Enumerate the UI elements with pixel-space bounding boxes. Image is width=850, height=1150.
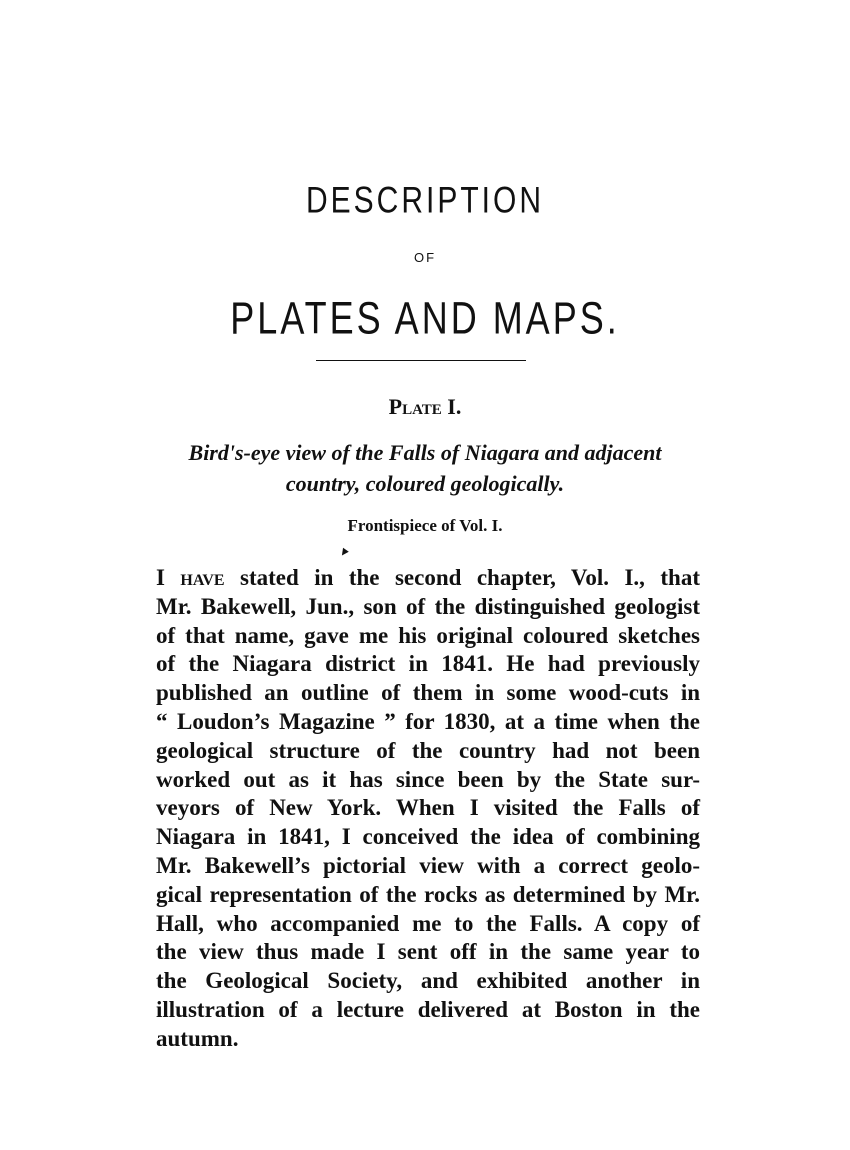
heading-of: OF xyxy=(413,250,437,265)
body-line-1: I have stated in the second chapter, Vol. I., that xyxy=(156,565,700,590)
plate-title: Plate I. xyxy=(388,394,462,419)
heading-plates-and-maps: PLATES AND MAPS. xyxy=(230,292,620,344)
body-line: worked out as it has since been by the State sur- xyxy=(156,766,700,792)
body-paragraph xyxy=(156,564,700,1054)
printer-mark-icon: ▼ xyxy=(335,542,354,562)
body-line: of the Niagara district in 1841. He had previously xyxy=(156,651,700,677)
body-line: “ Loudon’s Magazine ” for 1830, at a time when the xyxy=(156,708,700,734)
body-line: gical representation of the rocks as determined by Mr. xyxy=(156,881,700,907)
opening-word: I have xyxy=(156,565,225,590)
divider-rule xyxy=(316,360,526,361)
body-line: Mr. Bakewell’s pictorial view with a correct geolo- xyxy=(156,852,700,878)
body-line: the Geological Society, and exhibited another in xyxy=(156,968,700,994)
heading-description: DESCRIPTION xyxy=(305,180,545,222)
body-line: published an outline of them in some wood-cuts in xyxy=(156,680,700,706)
body-line: the view thus made I sent off in the same year to xyxy=(156,939,700,965)
frontispiece-note: Frontispiece of Vol. I. xyxy=(347,516,503,535)
body-line: Hall, who accompanied me to the Falls. A copy of xyxy=(156,910,700,936)
body-line: Mr. Bakewell, Jun., son of the distinguished geologist xyxy=(156,593,700,619)
body-line: autumn. xyxy=(156,1025,239,1051)
body-line: illustration of a lecture delivered at Boston in the xyxy=(156,996,700,1022)
body-line: Niagara in 1841, I conceived the idea of combining xyxy=(156,824,700,850)
caption-line-2: country, coloured geologically. xyxy=(285,471,565,496)
body-line: veyors of New York. When I visited the Falls of xyxy=(156,795,700,821)
body-line: geological structure of the country had not been xyxy=(156,737,700,763)
plate-caption xyxy=(150,437,700,499)
body-line: of that name, gave me his original coloured sketches xyxy=(156,622,700,648)
caption-line-1: Bird's-eye view of the Falls of Niagara and adjacent xyxy=(188,440,662,465)
